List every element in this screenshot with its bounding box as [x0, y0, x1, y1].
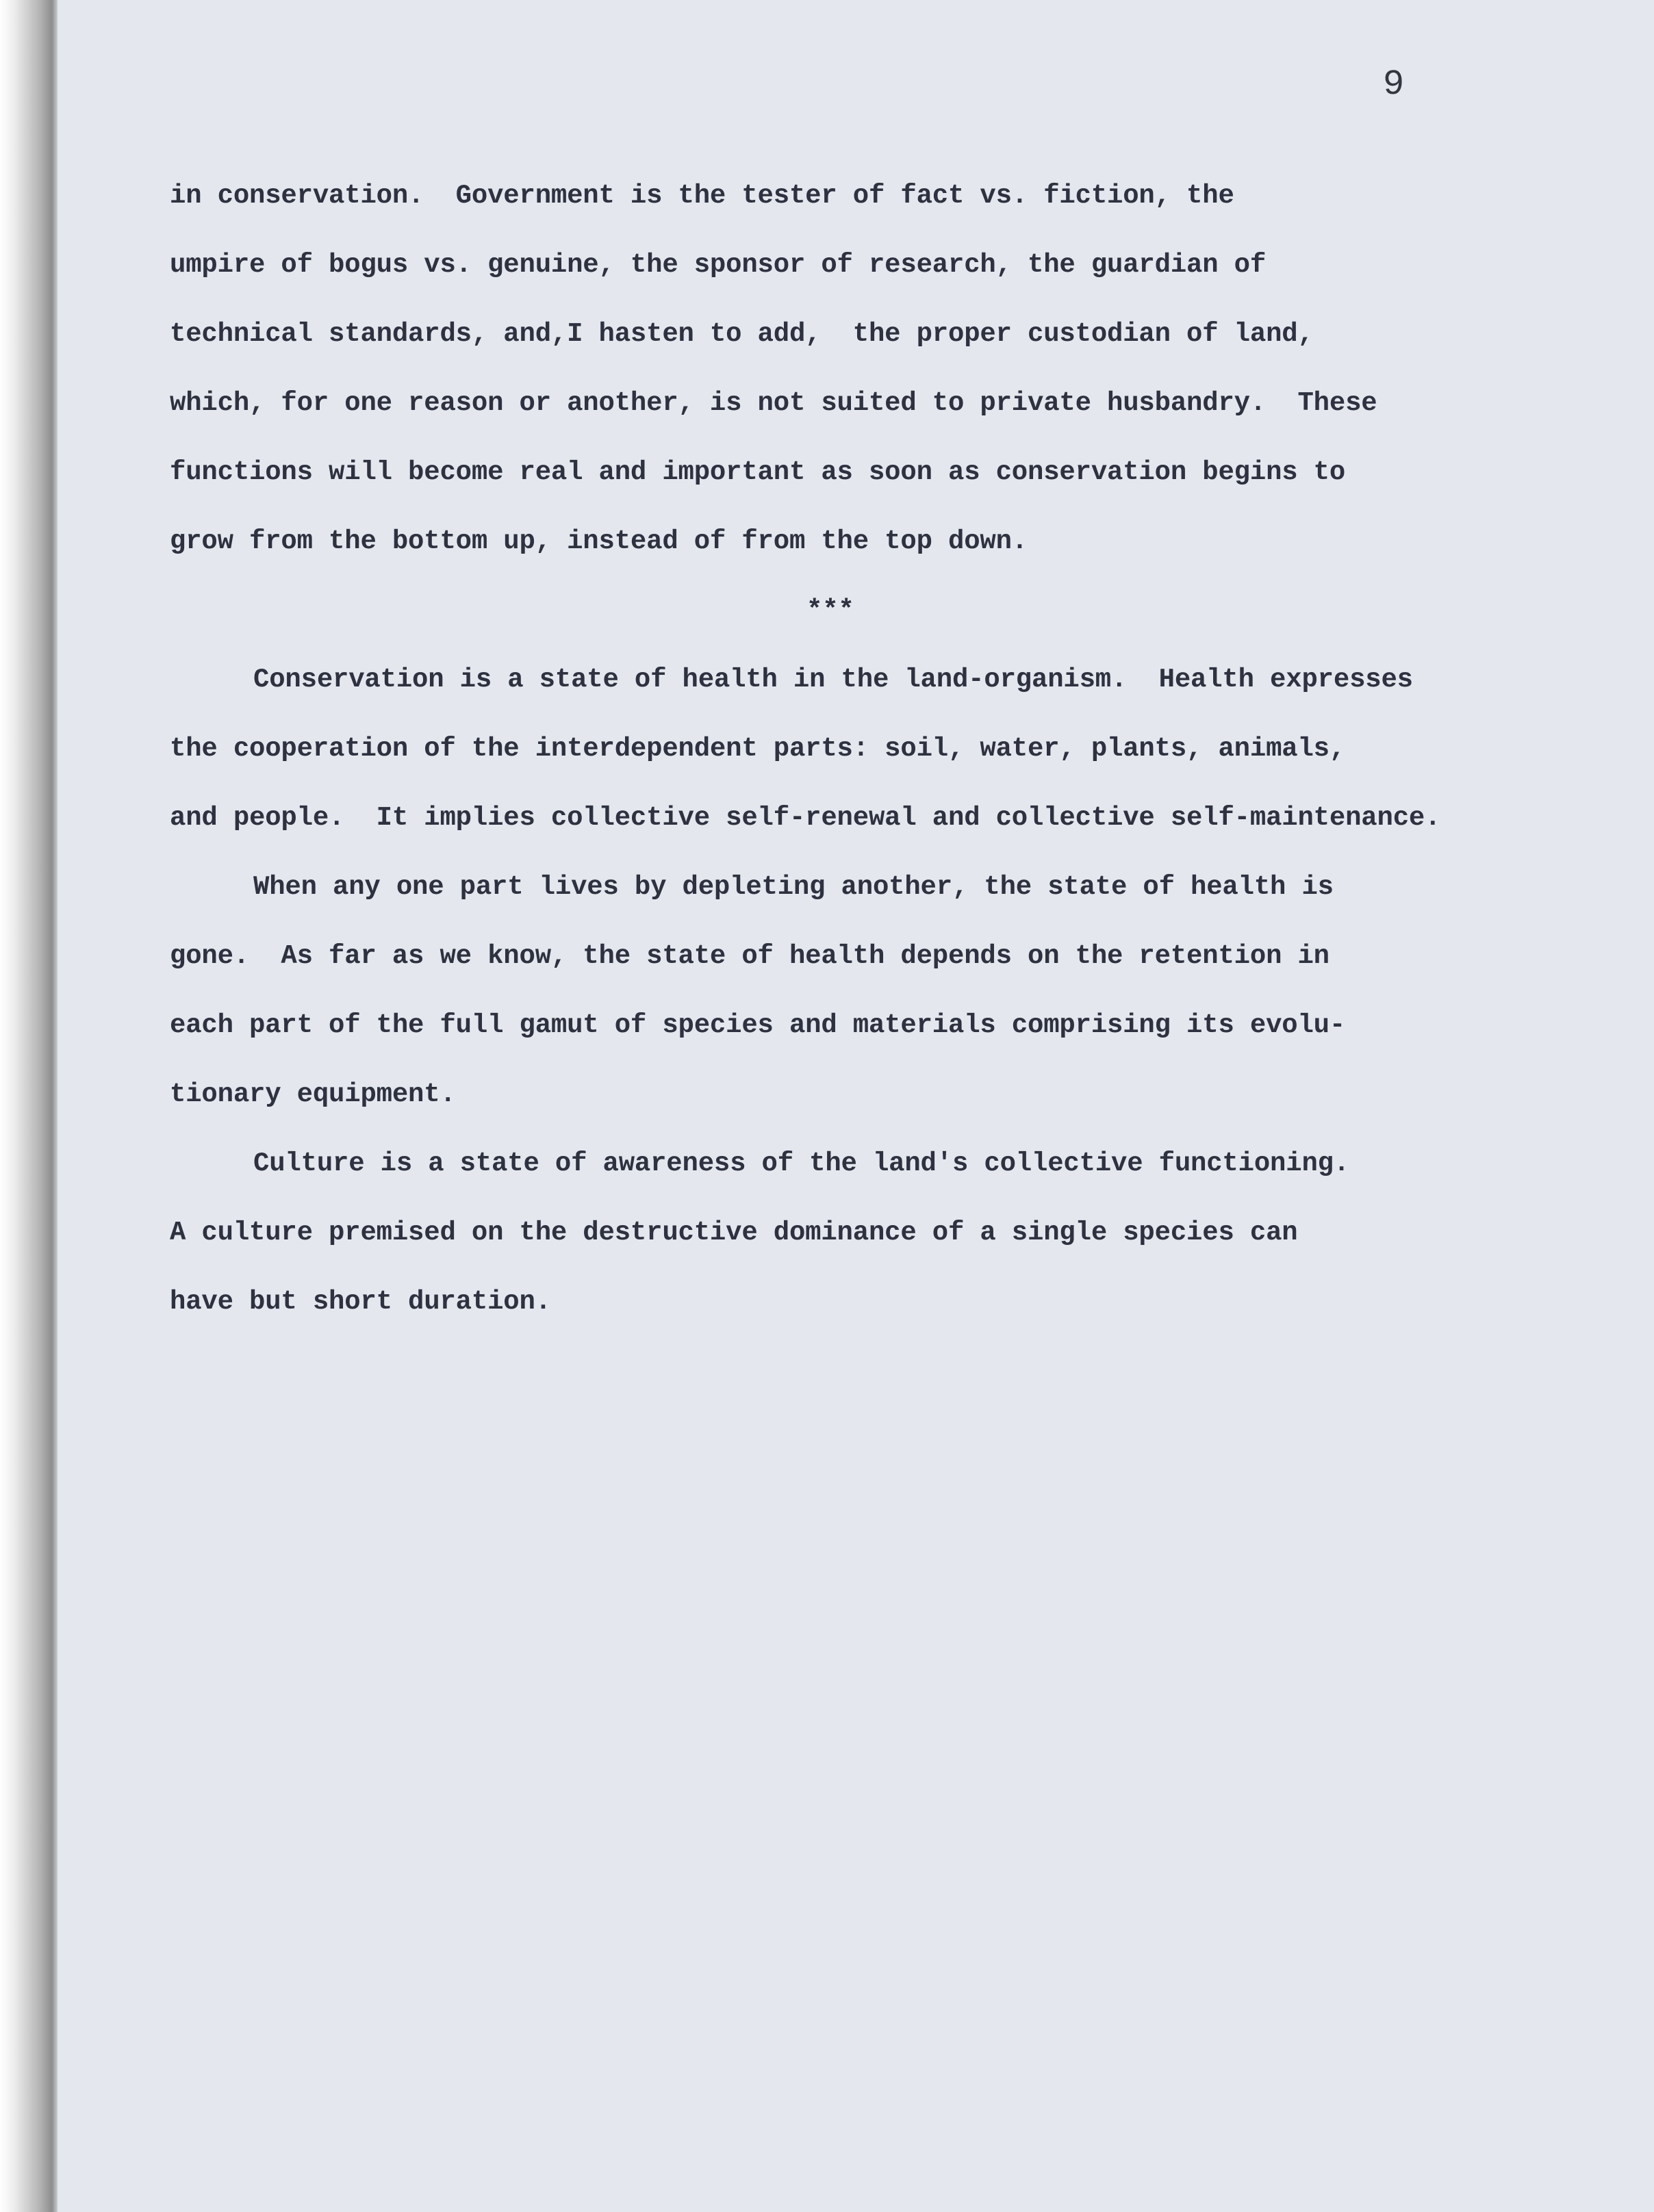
text-line: which, for one reason or another, is not suited to private husbandry. These: [170, 388, 1377, 418]
text-line: functions will become real and important as soon as conservation begins to: [170, 457, 1346, 487]
text-line: the cooperation of the interdependent parts: soil, water, plants, animals,: [170, 734, 1346, 764]
text-line: gone. As far as we know, the state of health depends on the retention in: [170, 941, 1329, 971]
text-line: in conservation. Government is the tester of fact vs. fiction, the: [170, 181, 1234, 211]
paragraph-start: When any one part lives by depleting another, the state of health is: [253, 872, 1334, 902]
text-line: A culture premised on the destructive dominance of a single species can: [170, 1218, 1298, 1248]
page-number: 9: [1383, 64, 1405, 105]
text-line: have but short duration.: [170, 1287, 551, 1317]
text-line: technical standards, and,I hasten to add, the proper custodian of land,: [170, 319, 1314, 349]
document-page: [58, 0, 1654, 2212]
text-line: grow from the bottom up, instead of from the top down.: [170, 526, 1028, 556]
text-line: and people. It implies collective self-renewal and collective self-maintenance.: [170, 803, 1441, 833]
body-text: [170, 168, 1607, 1343]
section-separator: ***: [806, 595, 854, 626]
text-line: each part of the full gamut of species and materials comprising its evolu-: [170, 1010, 1346, 1040]
paragraph-start: Culture is a state of awareness of the land's collective functioning.: [253, 1148, 1350, 1179]
paragraph-start: Conservation is a state of health in the land-organism. Health expresses: [253, 665, 1413, 695]
text-line: tionary equipment.: [170, 1079, 456, 1109]
binding-shadow: [0, 0, 58, 2212]
text-line: umpire of bogus vs. genuine, the sponsor of research, the guardian of: [170, 250, 1267, 280]
